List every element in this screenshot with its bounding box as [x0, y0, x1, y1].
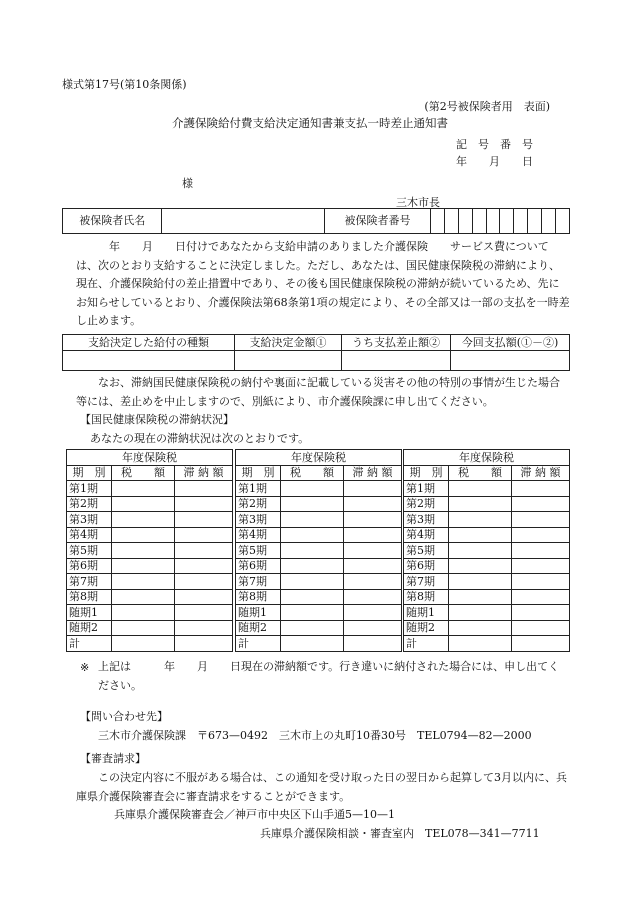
note-mark: ※: [80, 661, 90, 674]
period-label: 第7期: [404, 574, 449, 590]
payment-withheld-cell[interactable]: [342, 351, 451, 371]
payment-header-type: 支給決定した給付の種類: [63, 335, 235, 351]
period-label: 第5期: [67, 543, 112, 559]
arrears-amount-cell[interactable]: [512, 636, 570, 652]
year-header: 年度保険税: [236, 450, 402, 466]
review-heading: 【審査請求】: [80, 752, 146, 765]
tax-amount-cell[interactable]: [112, 636, 175, 652]
tax-col-header: 税 額: [281, 465, 344, 481]
arrears-amount-cell[interactable]: [175, 589, 233, 605]
arrears-heading: 【国民健康保険税の滞納状況】: [80, 413, 234, 426]
arrears-amount-cell[interactable]: [175, 620, 233, 636]
suspension-paragraph: なお、滞納国民健康保険税の納付や裏面に記載している災害その他の特別の事情が生じた場合等には、差止めを中止しますので、別紙により、市介護保険課に申し出てください。: [76, 376, 560, 408]
arrears-amount-cell[interactable]: [512, 589, 570, 605]
tax-amount-cell[interactable]: [449, 636, 512, 652]
tax-amount-cell[interactable]: [281, 574, 344, 590]
insured-number-digit[interactable]: [444, 209, 458, 234]
arrears-intro: あなたの現在の滞納状況は次のとおりです。: [90, 432, 310, 445]
period-label: 第2期: [236, 496, 281, 512]
form-number: 様式第17号(第10条関係): [62, 78, 187, 91]
period-label: 第3期: [404, 512, 449, 528]
arrears-amount-cell[interactable]: [344, 605, 402, 621]
tax-amount-cell[interactable]: [449, 605, 512, 621]
insured-number-digit[interactable]: [542, 209, 556, 234]
contact-heading: 【問い合わせ先】: [80, 710, 168, 723]
arrears-amount-cell[interactable]: [175, 605, 233, 621]
insured-number-digit[interactable]: [472, 209, 486, 234]
period-label: 第6期: [67, 558, 112, 574]
period-label: 第3期: [67, 512, 112, 528]
payment-type-cell[interactable]: [63, 351, 235, 371]
tax-amount-cell[interactable]: [112, 589, 175, 605]
tax-amount-cell[interactable]: [281, 512, 344, 528]
period-label: 随期2: [404, 620, 449, 636]
tax-amount-cell[interactable]: [449, 543, 512, 559]
arrears-amount-cell[interactable]: [175, 496, 233, 512]
period-label: 第6期: [236, 558, 281, 574]
payment-header-current: 今回支払額(①－②): [451, 335, 570, 351]
payment-table: [62, 334, 570, 371]
period-label: 第4期: [67, 527, 112, 543]
tax-amount-cell[interactable]: [449, 527, 512, 543]
contact-info: 三木市介護保険課 〒673—0492 三木市上の丸町10番30号 TEL0794—82—2000: [98, 729, 532, 742]
payment-current-cell[interactable]: [451, 351, 570, 371]
tax-amount-cell[interactable]: [281, 481, 344, 497]
period-label: 第4期: [236, 527, 281, 543]
arrears-table: [403, 449, 570, 652]
tax-amount-cell[interactable]: [112, 527, 175, 543]
arrears-amount-cell[interactable]: [344, 527, 402, 543]
period-label: 第8期: [404, 589, 449, 605]
tax-amount-cell[interactable]: [281, 605, 344, 621]
tax-amount-cell[interactable]: [112, 496, 175, 512]
arrears-amount-cell[interactable]: [344, 481, 402, 497]
period-col-header: 期 別: [67, 465, 112, 481]
tax-amount-cell[interactable]: [449, 512, 512, 528]
insured-name-label: 被保険者氏名: [63, 209, 162, 234]
document-title: 介護保険給付費支給決定通知書兼支払一時差止通知書: [172, 116, 448, 130]
arrears-amount-cell[interactable]: [344, 620, 402, 636]
arrears-amount-cell[interactable]: [175, 558, 233, 574]
payment-header-withheld: うち支払差止額②: [342, 335, 451, 351]
period-label: 第1期: [404, 481, 449, 497]
arrears-table: [66, 449, 233, 652]
issue-date: 年 月 日: [456, 155, 533, 168]
insured-table: [62, 208, 570, 234]
arrears-col-header: 滞 納 額: [175, 465, 233, 481]
tax-amount-cell[interactable]: [449, 589, 512, 605]
tax-amount-cell[interactable]: [112, 605, 175, 621]
tax-col-header: 税 額: [112, 465, 175, 481]
period-label: 第1期: [67, 481, 112, 497]
tax-amount-cell[interactable]: [449, 496, 512, 512]
tax-amount-cell[interactable]: [112, 574, 175, 590]
insured-number-digit[interactable]: [555, 209, 569, 234]
period-label: 計: [67, 636, 112, 652]
arrears-amount-cell[interactable]: [344, 574, 402, 590]
arrears-amount-cell[interactable]: [175, 636, 233, 652]
period-label: 第2期: [404, 496, 449, 512]
arrears-amount-cell[interactable]: [512, 543, 570, 559]
arrears-col-header: 滞 納 額: [344, 465, 402, 481]
year-header: 年度保険税: [404, 450, 570, 466]
insured-name-value[interactable]: [162, 209, 325, 234]
period-label: 第3期: [236, 512, 281, 528]
tax-amount-cell[interactable]: [449, 620, 512, 636]
period-label: 第5期: [404, 543, 449, 559]
insured-number-digit[interactable]: [528, 209, 542, 234]
arrears-amount-cell[interactable]: [344, 558, 402, 574]
period-label: 計: [236, 636, 281, 652]
arrears-amount-cell[interactable]: [344, 636, 402, 652]
period-label: 第1期: [236, 481, 281, 497]
period-label: 随期1: [236, 605, 281, 621]
review-text: この決定内容に不服がある場合は、この通知を受け取った日の翌日から起算して3月以内に、兵庫県介護保険審査会に審査請求をすることができます。: [76, 771, 567, 803]
arrears-amount-cell[interactable]: [512, 574, 570, 590]
arrears-amount-cell[interactable]: [512, 558, 570, 574]
tax-amount-cell[interactable]: [281, 636, 344, 652]
period-label: 第2期: [67, 496, 112, 512]
period-label: 第8期: [67, 589, 112, 605]
period-label: 第7期: [67, 574, 112, 590]
tax-amount-cell[interactable]: [281, 589, 344, 605]
arrears-amount-cell[interactable]: [344, 543, 402, 559]
period-label: 随期1: [404, 605, 449, 621]
tax-amount-cell[interactable]: [281, 558, 344, 574]
period-label: 計: [404, 636, 449, 652]
tax-amount-cell[interactable]: [449, 574, 512, 590]
tax-col-header: 税 額: [449, 465, 512, 481]
tax-amount-cell[interactable]: [112, 620, 175, 636]
recipient-suffix: 様: [182, 177, 193, 190]
year-header: 年度保険税: [67, 450, 233, 466]
decision-paragraph: 年 月 日付けであなたから支給申請のありました介護保険 サービス費については、次のとおり支給することに決定しました。ただし、あなたは、国民健康保険税の滞納により、現在、介護保険給付の差止措置中であり、その後も国民健康保険税の滞納が続いているため、先にお知らせしているとおり、介護保険法第68条第1項の規定により、その全部又は一部の支払を一時差し止めます。: [76, 240, 570, 327]
insured-number-digit[interactable]: [486, 209, 500, 234]
arrears-amount-cell[interactable]: [175, 512, 233, 528]
tax-amount-cell[interactable]: [281, 543, 344, 559]
payment-amount-cell[interactable]: [235, 351, 342, 371]
arrears-amount-cell[interactable]: [344, 496, 402, 512]
period-label: 第6期: [404, 558, 449, 574]
arrears-amount-cell[interactable]: [175, 574, 233, 590]
note-text: 上記は 年 月 日現在の滞納額です。行き違いに納付された場合には、申し出てください。: [98, 660, 560, 692]
period-label: 第7期: [236, 574, 281, 590]
tax-amount-cell[interactable]: [112, 558, 175, 574]
tax-amount-cell[interactable]: [449, 481, 512, 497]
arrears-amount-cell[interactable]: [512, 512, 570, 528]
tax-amount-cell[interactable]: [281, 527, 344, 543]
arrears-table: [235, 449, 402, 652]
arrears-amount-cell[interactable]: [512, 620, 570, 636]
period-label: 随期2: [67, 620, 112, 636]
arrears-amount-cell[interactable]: [512, 481, 570, 497]
period-col-header: 期 別: [404, 465, 449, 481]
tax-amount-cell[interactable]: [112, 481, 175, 497]
arrears-amount-cell[interactable]: [344, 589, 402, 605]
period-col-header: 期 別: [236, 465, 281, 481]
insured-number-digit[interactable]: [500, 209, 514, 234]
tax-amount-cell[interactable]: [281, 496, 344, 512]
document-number: 記 号 番 号: [456, 138, 533, 151]
arrears-amount-cell[interactable]: [175, 527, 233, 543]
review-address-2: 兵庫県介護保険相談・審査室内 TEL078—341—7711: [260, 827, 540, 840]
period-label: 第8期: [236, 589, 281, 605]
tax-amount-cell[interactable]: [112, 543, 175, 559]
subtitle: (第2号被保険者用 表面): [424, 100, 550, 113]
period-label: 第5期: [236, 543, 281, 559]
insured-number-digit[interactable]: [514, 209, 528, 234]
arrears-amount-cell[interactable]: [175, 543, 233, 559]
period-label: 随期2: [236, 620, 281, 636]
arrears-col-header: 滞 納 額: [512, 465, 570, 481]
arrears-amount-cell[interactable]: [512, 496, 570, 512]
arrears-amount-cell[interactable]: [175, 481, 233, 497]
period-label: 第4期: [404, 527, 449, 543]
insured-number-label: 被保険者番号: [325, 209, 431, 234]
tax-amount-cell[interactable]: [449, 558, 512, 574]
period-label: 随期1: [67, 605, 112, 621]
insured-number-digit[interactable]: [430, 209, 444, 234]
insured-number-digit[interactable]: [458, 209, 472, 234]
review-address-1: 兵庫県介護保険審査会／神戸市中央区下山手通5—10—1: [114, 808, 395, 821]
payment-header-amount: 支給決定金額①: [235, 335, 342, 351]
arrears-amount-cell[interactable]: [512, 605, 570, 621]
tax-amount-cell[interactable]: [112, 512, 175, 528]
tax-amount-cell[interactable]: [281, 620, 344, 636]
arrears-amount-cell[interactable]: [512, 527, 570, 543]
issuer: 三木市長: [396, 196, 440, 209]
arrears-amount-cell[interactable]: [344, 512, 402, 528]
